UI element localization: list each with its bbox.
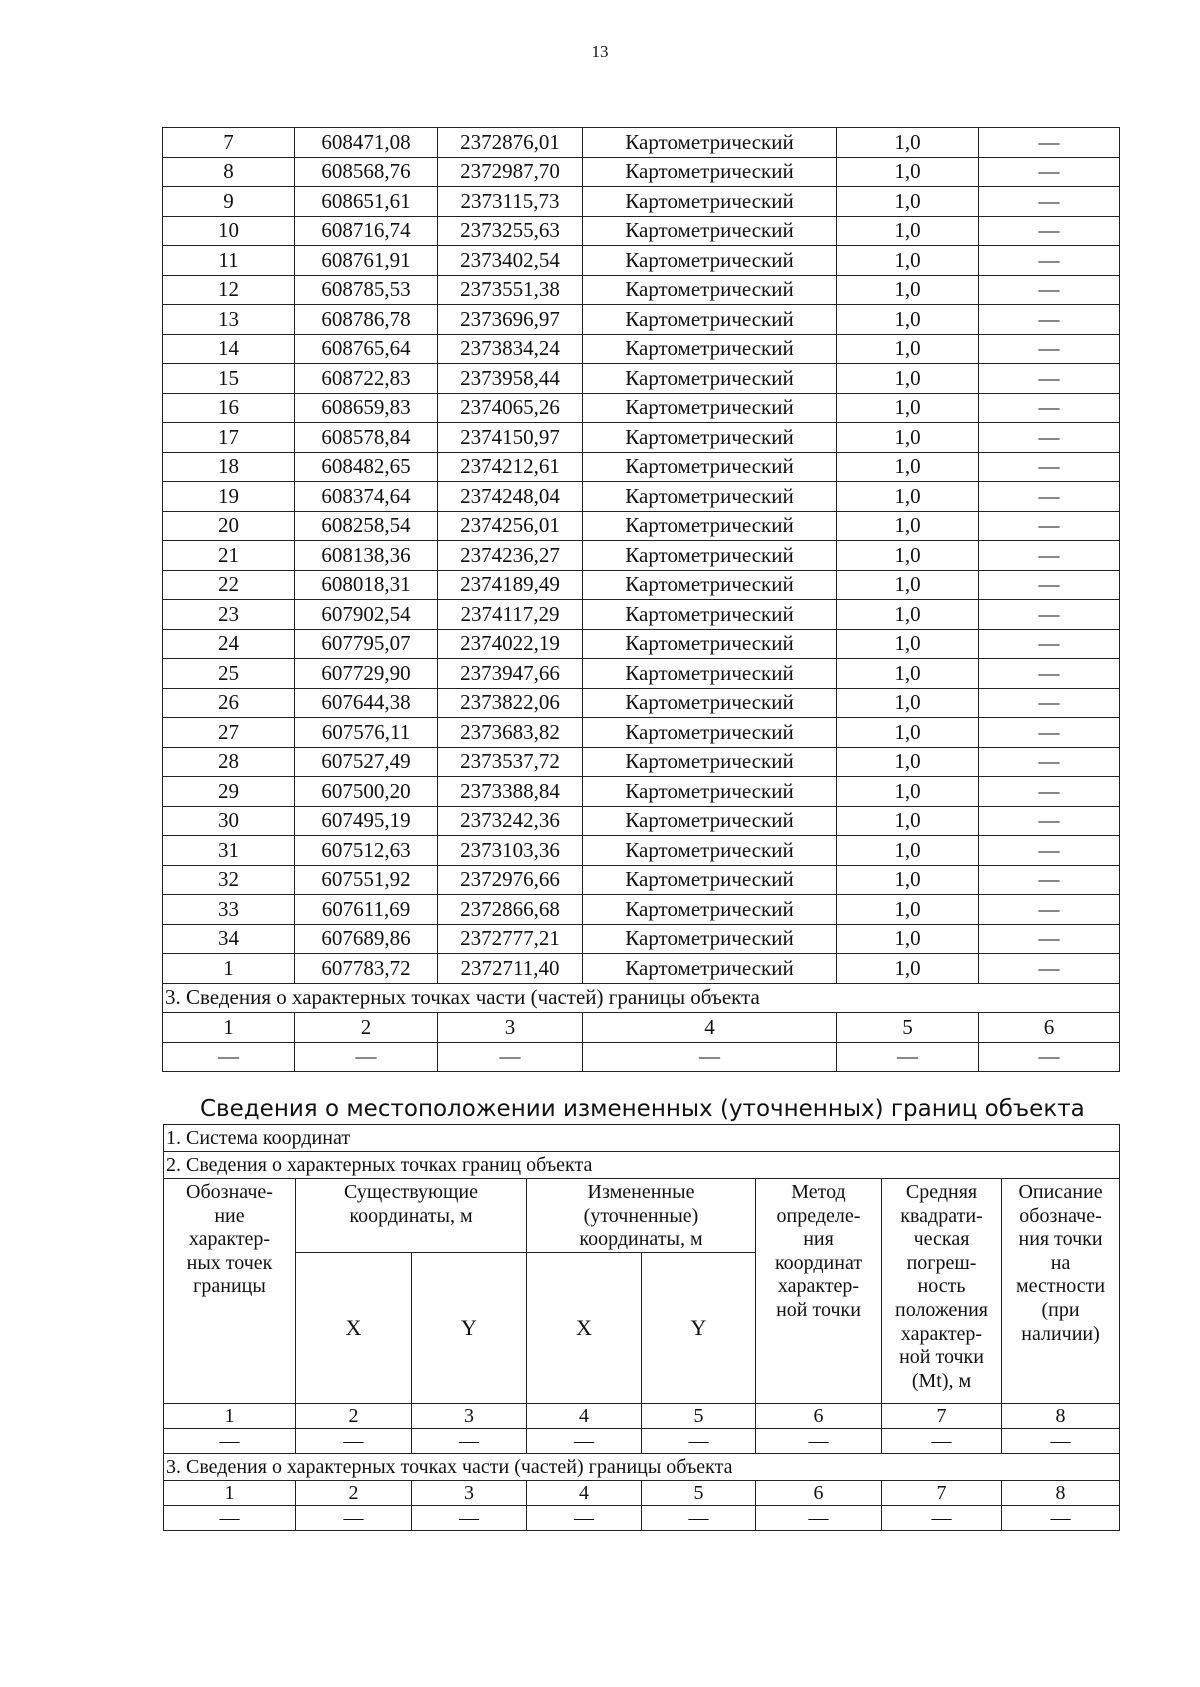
table-row	[163, 1042, 1120, 1072]
table-cell: 1,0	[837, 629, 979, 659]
table-row	[163, 718, 1120, 748]
table-cell: Картометрический	[583, 482, 837, 512]
table-row	[163, 865, 1120, 895]
table-cell: Картометрический	[583, 865, 837, 895]
table-cell: —	[882, 1505, 1002, 1530]
table-cell: —	[979, 157, 1120, 187]
table-cell: 2373958,44	[438, 364, 583, 394]
header-point-designation: Обозначе- ние характер- ных точек границы	[164, 1179, 296, 1404]
table-cell: 1,0	[837, 187, 979, 217]
table-cell: —	[979, 275, 1120, 305]
table-cell: 23	[163, 600, 295, 630]
table-cell: Картометрический	[583, 659, 837, 689]
table-cell: 608138,36	[295, 541, 438, 571]
table-cell: 5	[642, 1403, 756, 1428]
table-cell: Картометрический	[583, 895, 837, 925]
table-cell: Картометрический	[583, 364, 837, 394]
table-cell: Картометрический	[583, 393, 837, 423]
table-cell: 1	[164, 1403, 296, 1428]
table-cell: —	[164, 1428, 296, 1453]
table-cell: —	[756, 1505, 882, 1530]
table-row	[163, 364, 1120, 394]
changed-boundaries-table	[163, 1124, 1120, 1531]
table-cell: 2	[295, 1013, 438, 1043]
table-cell: 1,0	[837, 659, 979, 689]
table-cell: 24	[163, 629, 295, 659]
table-cell: 15	[163, 364, 295, 394]
table-cell: —	[979, 541, 1120, 571]
table-cell: 1,0	[837, 777, 979, 807]
table-cell: Картометрический	[583, 275, 837, 305]
table-cell: 2372987,70	[438, 157, 583, 187]
table-cell: 1,0	[837, 718, 979, 748]
table-row	[164, 1480, 1120, 1505]
table-cell: 608786,78	[295, 305, 438, 335]
table-cell: 608651,61	[295, 187, 438, 217]
table-cell: 22	[163, 570, 295, 600]
table-cell: 1,0	[837, 393, 979, 423]
table-cell: 607689,86	[295, 924, 438, 954]
table-cell: 2374212,61	[438, 452, 583, 482]
table-cell: 1,0	[837, 747, 979, 777]
table-cell: 27	[163, 718, 295, 748]
header-x-existing: X	[296, 1252, 412, 1403]
table-cell: 2372976,66	[438, 865, 583, 895]
table-cell: —	[837, 1042, 979, 1072]
table-row	[163, 747, 1120, 777]
table-cell: 607527,49	[295, 747, 438, 777]
part-points-row: 3. Сведения о характерных точках части (частей) границы объекта	[164, 1453, 1120, 1480]
table-row	[163, 600, 1120, 630]
table-cell: 1	[163, 1013, 295, 1043]
table-cell: —	[527, 1428, 642, 1453]
table-cell: 14	[163, 334, 295, 364]
table-row	[163, 423, 1120, 453]
header-error: Средняя квадрати- ческая погреш- ность положения характер- ной точки (Mt), м	[882, 1179, 1002, 1404]
table-cell: —	[979, 1042, 1120, 1072]
table-row	[163, 836, 1120, 866]
table-cell: —	[979, 600, 1120, 630]
table-cell: —	[296, 1428, 412, 1453]
table-cell: 2373402,54	[438, 246, 583, 276]
table-cell: 1,0	[837, 423, 979, 453]
table-cell: 1,0	[837, 895, 979, 925]
table-cell: Картометрический	[583, 246, 837, 276]
table-cell: 607551,92	[295, 865, 438, 895]
table-cell: —	[642, 1428, 756, 1453]
table-cell: —	[1002, 1428, 1120, 1453]
table-cell: 2373255,63	[438, 216, 583, 246]
table-row	[163, 334, 1120, 364]
table-cell: 2373834,24	[438, 334, 583, 364]
table-cell: 25	[163, 659, 295, 689]
table-cell: 32	[163, 865, 295, 895]
table-cell: 4	[527, 1480, 642, 1505]
table-cell: 28	[163, 747, 295, 777]
table-cell: Картометрический	[583, 128, 837, 158]
table-cell: 29	[163, 777, 295, 807]
table-cell: 6	[756, 1403, 882, 1428]
table-cell: 1,0	[837, 482, 979, 512]
table-cell: 2373696,97	[438, 305, 583, 335]
table-cell: —	[438, 1042, 583, 1072]
table-cell: —	[163, 1042, 295, 1072]
table-cell: 607644,38	[295, 688, 438, 718]
table-cell: —	[882, 1428, 1002, 1453]
table-row	[164, 1505, 1120, 1530]
table-cell: 608659,83	[295, 393, 438, 423]
table-cell: 7	[882, 1480, 1002, 1505]
table-cell: 12	[163, 275, 295, 305]
boundary-points-table	[162, 127, 1120, 1072]
table-cell: —	[412, 1505, 527, 1530]
table-cell: 2373242,36	[438, 806, 583, 836]
table-cell: 2374189,49	[438, 570, 583, 600]
table-cell: 8	[163, 157, 295, 187]
table-cell: 20	[163, 511, 295, 541]
table-cell: —	[527, 1505, 642, 1530]
table-cell: 608722,83	[295, 364, 438, 394]
table-cell: Картометрический	[583, 511, 837, 541]
table-cell: 2373551,38	[438, 275, 583, 305]
table-cell: 1,0	[837, 128, 979, 158]
part-points-row: 3. Сведения о характерных точках части (частей) границы объекта	[163, 983, 1120, 1013]
table-cell: Картометрический	[583, 334, 837, 364]
table-cell: 1,0	[837, 806, 979, 836]
table-cell: 8	[1002, 1403, 1120, 1428]
table-cell: —	[296, 1505, 412, 1530]
table-cell: 9	[163, 187, 295, 217]
table-cell: 8	[1002, 1480, 1120, 1505]
table-cell: 7	[882, 1403, 1002, 1428]
table-cell: 608785,53	[295, 275, 438, 305]
table-cell: —	[642, 1505, 756, 1530]
table-cell: 2372876,01	[438, 128, 583, 158]
table-cell: —	[295, 1042, 438, 1072]
table-cell: Картометрический	[583, 541, 837, 571]
table-cell: Картометрический	[583, 423, 837, 453]
table-cell: 21	[163, 541, 295, 571]
table-cell: 1,0	[837, 334, 979, 364]
table-cell: 7	[163, 128, 295, 158]
table-cell: 607576,11	[295, 718, 438, 748]
table-row	[163, 452, 1120, 482]
table-cell: —	[979, 423, 1120, 453]
table-cell: 10	[163, 216, 295, 246]
table-cell: —	[583, 1042, 837, 1072]
table-cell: 2373115,73	[438, 187, 583, 217]
table-cell: 1,0	[837, 216, 979, 246]
header-x-changed: X	[527, 1252, 642, 1403]
table-cell: 608471,08	[295, 128, 438, 158]
table-cell: —	[979, 836, 1120, 866]
table-cell: 16	[163, 393, 295, 423]
table-row	[164, 1403, 1120, 1428]
table-cell: Картометрический	[583, 954, 837, 984]
table-cell: 1,0	[837, 157, 979, 187]
table-cell: —	[979, 747, 1120, 777]
table-cell: 607795,07	[295, 629, 438, 659]
table-cell: —	[979, 688, 1120, 718]
table-row	[163, 246, 1120, 276]
table-row	[163, 895, 1120, 925]
table-row	[163, 688, 1120, 718]
table-cell: 17	[163, 423, 295, 453]
table-cell: 608018,31	[295, 570, 438, 600]
table-cell: 607611,69	[295, 895, 438, 925]
table-cell: 1,0	[837, 246, 979, 276]
table-cell: —	[979, 216, 1120, 246]
table-cell: 6	[979, 1013, 1120, 1043]
table-cell: 1,0	[837, 364, 979, 394]
table-cell: —	[979, 482, 1120, 512]
table-row	[163, 629, 1120, 659]
table-cell: 608578,84	[295, 423, 438, 453]
table-cell: Картометрический	[583, 924, 837, 954]
table-cell: Картометрический	[583, 157, 837, 187]
table-cell: —	[979, 659, 1120, 689]
table-cell: —	[979, 128, 1120, 158]
table-cell: 2372777,21	[438, 924, 583, 954]
table-cell: 608761,91	[295, 246, 438, 276]
table-row	[163, 954, 1120, 984]
table-cell: 607729,90	[295, 659, 438, 689]
header-y-existing: Y	[412, 1252, 527, 1403]
table-cell: 1,0	[837, 305, 979, 335]
table-row	[163, 275, 1120, 305]
table-cell: 2374248,04	[438, 482, 583, 512]
table-cell: 2372711,40	[438, 954, 583, 984]
table-cell: —	[979, 895, 1120, 925]
table-cell: 607902,54	[295, 600, 438, 630]
table-cell: Картометрический	[583, 747, 837, 777]
table-cell: 3	[438, 1013, 583, 1043]
table-cell: Картометрический	[583, 216, 837, 246]
table-cell: 30	[163, 806, 295, 836]
table-row	[163, 305, 1120, 335]
table-cell: —	[1002, 1505, 1120, 1530]
table-cell: 2373103,36	[438, 836, 583, 866]
table-cell: Картометрический	[583, 629, 837, 659]
table-cell: 2374117,29	[438, 600, 583, 630]
table-row	[163, 187, 1120, 217]
table-cell: 33	[163, 895, 295, 925]
table-cell: —	[979, 246, 1120, 276]
table-cell: Картометрический	[583, 600, 837, 630]
table-cell: —	[979, 865, 1120, 895]
header-y-changed: Y	[642, 1252, 756, 1403]
table-cell: 608482,65	[295, 452, 438, 482]
table-cell: 2374150,97	[438, 423, 583, 453]
table-cell: 608568,76	[295, 157, 438, 187]
table-cell: 3	[412, 1480, 527, 1505]
table-cell: —	[164, 1505, 296, 1530]
table-cell: —	[979, 364, 1120, 394]
table-cell: 607783,72	[295, 954, 438, 984]
table-cell: 2372866,68	[438, 895, 583, 925]
table-cell: 607495,19	[295, 806, 438, 836]
table-cell: 34	[163, 924, 295, 954]
table-cell: 607512,63	[295, 836, 438, 866]
table-cell: 2373822,06	[438, 688, 583, 718]
table-cell: 607500,20	[295, 777, 438, 807]
table-cell: Картометрический	[583, 570, 837, 600]
table-cell: Картометрический	[583, 187, 837, 217]
table-cell: —	[979, 393, 1120, 423]
table-cell: —	[979, 777, 1120, 807]
table-cell: —	[979, 806, 1120, 836]
table-cell: 2374256,01	[438, 511, 583, 541]
table-cell: Картометрический	[583, 806, 837, 836]
table-cell: —	[979, 305, 1120, 335]
table-cell: 1	[164, 1480, 296, 1505]
table-cell: —	[979, 452, 1120, 482]
table-cell: —	[979, 718, 1120, 748]
table-row	[163, 777, 1120, 807]
table-row	[163, 806, 1120, 836]
table-cell: —	[979, 570, 1120, 600]
table-cell: 2	[296, 1480, 412, 1505]
table-row	[163, 570, 1120, 600]
table-row	[163, 128, 1120, 158]
table-row	[163, 157, 1120, 187]
table-cell: 1,0	[837, 865, 979, 895]
table-cell: 31	[163, 836, 295, 866]
table-cell: 26	[163, 688, 295, 718]
section-title: Сведения о местоположении измененных (уточненных) границ объекта	[200, 1096, 1085, 1122]
table-cell: 19	[163, 482, 295, 512]
table-cell: 18	[163, 452, 295, 482]
page-number: 13	[591, 42, 609, 61]
table-cell: 2373537,72	[438, 747, 583, 777]
table-cell: 608374,64	[295, 482, 438, 512]
table-cell: 1,0	[837, 600, 979, 630]
table-cell: 1,0	[837, 452, 979, 482]
table-cell: 3	[412, 1403, 527, 1428]
table-row	[163, 659, 1120, 689]
table-cell: 1	[163, 954, 295, 984]
table-row	[163, 924, 1120, 954]
table-cell: 1,0	[837, 836, 979, 866]
table-cell: 1,0	[837, 570, 979, 600]
table-cell: —	[979, 511, 1120, 541]
table-cell: 5	[837, 1013, 979, 1043]
table-cell: Картометрический	[583, 688, 837, 718]
table-cell: 1,0	[837, 924, 979, 954]
table-cell: 608716,74	[295, 216, 438, 246]
table-cell: Картометрический	[583, 305, 837, 335]
table-cell: 2373683,82	[438, 718, 583, 748]
table-cell: 608258,54	[295, 511, 438, 541]
table-cell: 13	[163, 305, 295, 335]
table-cell: 2373947,66	[438, 659, 583, 689]
table-cell: 4	[583, 1013, 837, 1043]
table-cell: 1,0	[837, 275, 979, 305]
table-cell: —	[979, 954, 1120, 984]
header-changed-coords: Измененные (уточненные) координаты, м	[527, 1179, 756, 1253]
table-cell: 2374022,19	[438, 629, 583, 659]
table-cell: —	[412, 1428, 527, 1453]
table-cell: 5	[642, 1480, 756, 1505]
table-cell: —	[979, 924, 1120, 954]
table-cell: Картометрический	[583, 777, 837, 807]
header-method: Метод определе- ния координат характер- ной точки	[756, 1179, 882, 1404]
table-row	[163, 482, 1120, 512]
table-cell: 1,0	[837, 511, 979, 541]
table-row	[163, 393, 1120, 423]
table-cell: 2373388,84	[438, 777, 583, 807]
table-cell: 1,0	[837, 954, 979, 984]
points-info-row: 2. Сведения о характерных точках границ объекта	[164, 1152, 1120, 1179]
table-cell: 4	[527, 1403, 642, 1428]
table-cell: —	[979, 629, 1120, 659]
table-row	[164, 1428, 1120, 1453]
table-cell: 1,0	[837, 541, 979, 571]
table-cell: Картометрический	[583, 836, 837, 866]
table-cell: 11	[163, 246, 295, 276]
table-cell: —	[979, 187, 1120, 217]
header-existing-coords: Существующие координаты, м	[296, 1179, 527, 1253]
table-cell: Картометрический	[583, 718, 837, 748]
table-cell: Картометрический	[583, 452, 837, 482]
table-row	[163, 511, 1120, 541]
table-row	[163, 541, 1120, 571]
table-cell: 2374236,27	[438, 541, 583, 571]
header-description: Описание обозначе- ния точки на местности (при наличии)	[1002, 1179, 1120, 1404]
table-cell: 6	[756, 1480, 882, 1505]
coord-system-row: 1. Система координат	[164, 1125, 1120, 1152]
table-cell: —	[979, 334, 1120, 364]
table-cell: 1,0	[837, 688, 979, 718]
table-row	[163, 1013, 1120, 1043]
table-cell: 608765,64	[295, 334, 438, 364]
table-cell: 2374065,26	[438, 393, 583, 423]
table-row	[163, 216, 1120, 246]
table-cell: —	[756, 1428, 882, 1453]
table-cell: 2	[296, 1403, 412, 1428]
